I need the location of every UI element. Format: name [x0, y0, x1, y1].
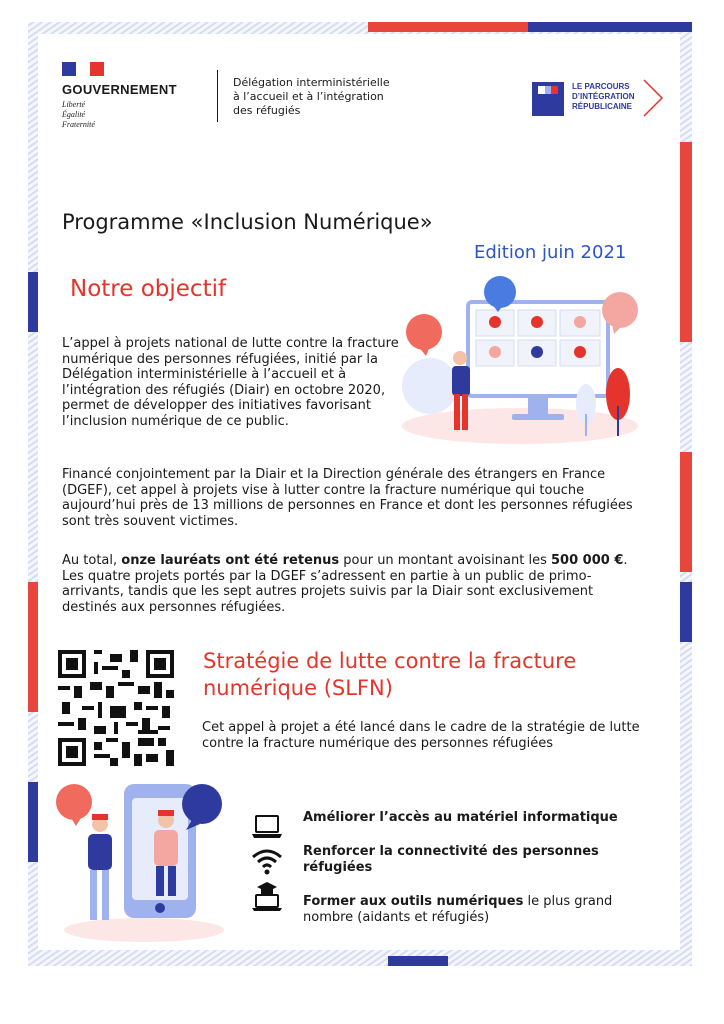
- feature-3: [303, 894, 633, 926]
- feature-3-bold: Former aux outils numériques: [303, 894, 524, 909]
- video-call-illustration: [400, 276, 644, 448]
- chevron-right-icon: [640, 78, 666, 118]
- objectif-paragraph-2: Financé conjointement par la Diair et la Direction générale des étrangers en France (DGEF), cet appel à projets vise à lutter contre la fracture numérique qui touche aujourd’hui près de 13 millions de personnes en France et dont les personnes réfugiées sont très souvent victimes.: [62, 467, 633, 529]
- motto-egalite: Égalité: [62, 110, 86, 119]
- slfn-heading: Stratégie de lutte contre la fracture numérique (SLFN): [203, 649, 577, 700]
- parcours-logo: [532, 82, 564, 116]
- marianne-flag-logo: [62, 62, 104, 76]
- feature-1-bold: Améliorer l’accès au matériel informatique: [303, 810, 618, 825]
- p3-bold-laureats: onze lauréats ont été retenus: [121, 553, 340, 568]
- objectif-paragraph-1: L’appel à projets national de lutte contre la fracture numérique des personnes réfugiées, initié par la Délégation interministérielle à l’accueil et à l’intégration des réfugiés (Diair) en octobre 2020, permet de développer des initiatives favorisant l’inclusion numérique de ce public.: [62, 336, 399, 429]
- feature-2: [303, 844, 633, 876]
- feature-1: [303, 810, 633, 826]
- gov-name: GOUVERNEMENT: [62, 82, 177, 97]
- gov-motto: [62, 100, 95, 130]
- qr-code[interactable]: [58, 650, 174, 766]
- feature-3-rest: le plus grand nombre (aidants et réfugiés): [303, 894, 613, 925]
- page-title: Programme «Inclusion Numérique»: [62, 210, 433, 234]
- parcours-line-3: RÉPUBLICAINE: [572, 102, 633, 111]
- p3-bold-amount: 500 000 €: [551, 553, 624, 568]
- phone-call-illustration: [54, 780, 226, 942]
- training-laptop-icon: [250, 882, 284, 912]
- p3-pre: Au total,: [62, 553, 122, 568]
- parcours-text: [572, 82, 635, 112]
- header-divider: [217, 70, 218, 122]
- department-name: [233, 76, 390, 118]
- dept-line-1: Délégation interministérielle: [233, 76, 390, 89]
- p3-post: . Les quatre projets portés par la DGEF s’adressent en partie à un public de primo-arrivants, tandis que les sept autres projets suivis par la Diair sont exclusivement destinés aux personnes réfugiées.: [62, 553, 628, 615]
- parcours-line-2: D’INTÉGRATION: [572, 92, 635, 101]
- objectif-heading: Notre objectif: [70, 276, 227, 302]
- feature-2-bold: Renforcer la connectivité des personnes réfugiées: [303, 844, 599, 875]
- p3-mid: pour un montant avoisinant les: [339, 553, 551, 568]
- dept-line-2: à l’accueil et à l’intégration: [233, 90, 384, 103]
- objectif-paragraph-3: [62, 553, 642, 615]
- edition-label: Edition juin 2021: [474, 242, 627, 263]
- motto-fraternite: Fraternité: [62, 120, 95, 129]
- wifi-icon: [250, 846, 284, 876]
- dept-line-3: des réfugiés: [233, 104, 301, 117]
- slfn-intro: Cet appel à projet a été lancé dans le cadre de la stratégie de lutte contre la fracture numérique des personnes réfugiées: [202, 720, 640, 751]
- parcours-line-1: LE PARCOURS: [572, 82, 630, 91]
- motto-liberte: Liberté: [62, 100, 86, 109]
- laptop-icon: [250, 812, 284, 842]
